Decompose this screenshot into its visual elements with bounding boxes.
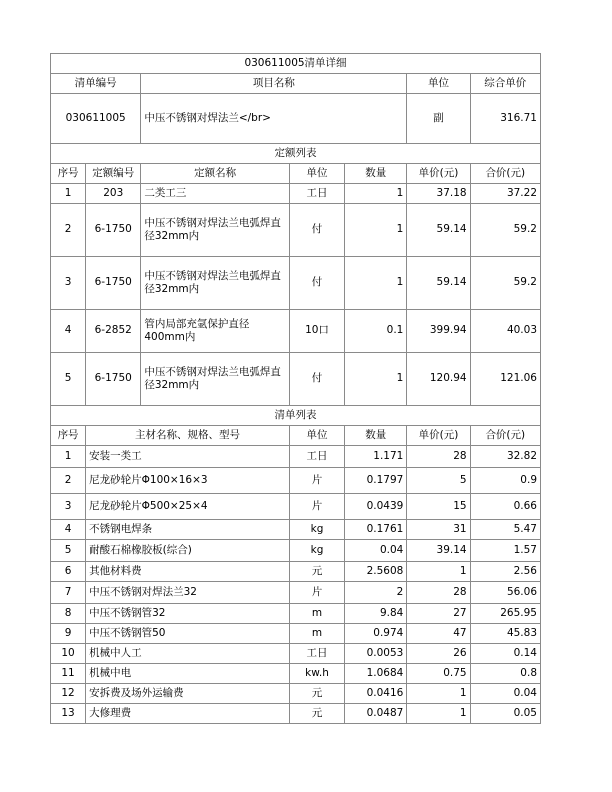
quota-row [51, 310, 541, 353]
material-row-qty: 0.1761 [345, 520, 407, 540]
quota-row [51, 257, 541, 310]
material-row-price: 15 [407, 494, 470, 520]
quota-row-unit: 工日 [289, 184, 344, 204]
material-row-total: 5.47 [470, 520, 540, 540]
material-row-unit: 片 [289, 582, 344, 604]
quota-col-header: 序号 [51, 164, 86, 184]
material-row-name: 其他材料费 [86, 562, 290, 582]
quota-row-name: 二类工三 [141, 184, 290, 204]
item-name-value: 中压不锈钢对焊法兰</br> [141, 94, 407, 144]
quota-row-name: 中压不锈钢对焊法兰电弧焊直径32mm内 [141, 204, 290, 257]
quota-row-qty: 1 [345, 353, 407, 406]
unit-price-value: 316.71 [470, 94, 540, 144]
material-row-total: 0.14 [470, 644, 540, 664]
material-row-no: 2 [51, 468, 86, 494]
material-row-name: 安拆费及场外运输费 [86, 684, 290, 704]
quota-row-total: 40.03 [470, 310, 540, 353]
bill-code-value: 030611005 [51, 94, 141, 144]
material-row-total: 32.82 [470, 446, 540, 468]
quota-row-code: 6-1750 [86, 204, 141, 257]
material-row-unit: kg [289, 540, 344, 562]
material-row-price: 5 [407, 468, 470, 494]
quota-row-code: 6-1750 [86, 257, 141, 310]
material-row-name: 中压不锈钢管32 [86, 604, 290, 624]
material-row-no: 6 [51, 562, 86, 582]
material-row [51, 582, 541, 604]
material-row-name: 安装一类工 [86, 446, 290, 468]
materials-section-title: 清单列表 [51, 406, 541, 426]
quota-row-unit: 10口 [289, 310, 344, 353]
material-row-qty: 0.0053 [345, 644, 407, 664]
material-row-no: 1 [51, 446, 86, 468]
bill-code-label: 清单编号 [51, 74, 141, 94]
quota-row-total: 37.22 [470, 184, 540, 204]
materials-col-header: 合价(元) [470, 426, 540, 446]
material-row-name: 尼龙砂轮片Φ100×16×3 [86, 468, 290, 494]
quota-row-code: 203 [86, 184, 141, 204]
quota-row-name: 中压不锈钢对焊法兰电弧焊直径32mm内 [141, 257, 290, 310]
quota-col-header: 数量 [345, 164, 407, 184]
material-row-price: 1 [407, 704, 470, 724]
quota-row-price: 120.94 [407, 353, 470, 406]
materials-col-header: 单位 [289, 426, 344, 446]
material-row-no: 4 [51, 520, 86, 540]
materials-col-header: 单价(元) [407, 426, 470, 446]
material-row-name: 大修理费 [86, 704, 290, 724]
quota-row-code: 6-2852 [86, 310, 141, 353]
material-row-name: 耐酸石棉橡胶板(综合) [86, 540, 290, 562]
quota-row-qty: 1 [345, 184, 407, 204]
material-row-no: 10 [51, 644, 86, 664]
material-row-price: 0.75 [407, 664, 470, 684]
material-row-qty: 2.5608 [345, 562, 407, 582]
material-row [51, 540, 541, 562]
material-row-no: 5 [51, 540, 86, 562]
material-row-no: 9 [51, 624, 86, 644]
material-row-qty: 9.84 [345, 604, 407, 624]
material-row-total: 45.83 [470, 624, 540, 644]
material-row-unit: 片 [289, 468, 344, 494]
quota-row-total: 121.06 [470, 353, 540, 406]
material-row-unit: 片 [289, 494, 344, 520]
material-row [51, 494, 541, 520]
material-row-qty: 0.04 [345, 540, 407, 562]
material-row-unit: kw.h [289, 664, 344, 684]
materials-col-header: 主材名称、规格、型号 [86, 426, 290, 446]
material-row [51, 684, 541, 704]
material-row-qty: 0.974 [345, 624, 407, 644]
quota-row-no: 1 [51, 184, 86, 204]
quota-row-name: 管内局部充氩保护直径400mm内 [141, 310, 290, 353]
material-row-name: 机械中人工 [86, 644, 290, 664]
material-row [51, 446, 541, 468]
material-row [51, 604, 541, 624]
quota-row-total: 59.2 [470, 204, 540, 257]
material-row-qty: 1.0684 [345, 664, 407, 684]
quota-row-price: 399.94 [407, 310, 470, 353]
material-row-price: 31 [407, 520, 470, 540]
quota-row-qty: 0.1 [345, 310, 407, 353]
material-row-total: 56.06 [470, 582, 540, 604]
material-row-name: 尼龙砂轮片Φ500×25×4 [86, 494, 290, 520]
quota-row-price: 59.14 [407, 257, 470, 310]
material-row [51, 664, 541, 684]
material-row-price: 26 [407, 644, 470, 664]
material-row-price: 47 [407, 624, 470, 644]
quota-col-header: 合价(元) [470, 164, 540, 184]
material-row-price: 1 [407, 562, 470, 582]
quota-col-header: 单价(元) [407, 164, 470, 184]
material-row [51, 624, 541, 644]
quota-col-header: 定额名称 [141, 164, 290, 184]
material-row-total: 0.66 [470, 494, 540, 520]
material-row-price: 1 [407, 684, 470, 704]
material-row-unit: kg [289, 520, 344, 540]
material-row-qty: 0.1797 [345, 468, 407, 494]
material-row-no: 7 [51, 582, 86, 604]
material-row-total: 1.57 [470, 540, 540, 562]
material-row-no: 3 [51, 494, 86, 520]
quota-row-no: 4 [51, 310, 86, 353]
material-row-total: 0.04 [470, 684, 540, 704]
material-row [51, 644, 541, 664]
material-row [51, 562, 541, 582]
quota-row-no: 3 [51, 257, 86, 310]
material-row-qty: 0.0439 [345, 494, 407, 520]
quota-section-title: 定额列表 [51, 144, 541, 164]
material-row-unit: m [289, 604, 344, 624]
material-row-unit: 工日 [289, 644, 344, 664]
material-row-price: 28 [407, 582, 470, 604]
quota-row-unit: 付 [289, 204, 344, 257]
material-row-name: 中压不锈钢管50 [86, 624, 290, 644]
material-row-price: 39.14 [407, 540, 470, 562]
material-row-name: 中压不锈钢对焊法兰32 [86, 582, 290, 604]
material-row-total: 0.8 [470, 664, 540, 684]
unit-label: 单位 [407, 74, 470, 94]
material-row-unit: 元 [289, 562, 344, 582]
quota-row-no: 2 [51, 204, 86, 257]
quota-row-no: 5 [51, 353, 86, 406]
quota-row-price: 59.14 [407, 204, 470, 257]
material-row-no: 13 [51, 704, 86, 724]
material-row-unit: m [289, 624, 344, 644]
quota-row-unit: 付 [289, 353, 344, 406]
quota-row-unit: 付 [289, 257, 344, 310]
material-row-unit: 工日 [289, 446, 344, 468]
page-title: 030611005清单详细 [51, 54, 541, 74]
material-row-no: 12 [51, 684, 86, 704]
quota-row-code: 6-1750 [86, 353, 141, 406]
quota-row-qty: 1 [345, 204, 407, 257]
material-row-total: 2.56 [470, 562, 540, 582]
material-row-name: 机械中电 [86, 664, 290, 684]
unit-value: 副 [407, 94, 470, 144]
item-name-label: 项目名称 [141, 74, 407, 94]
material-row-no: 11 [51, 664, 86, 684]
quota-col-header: 单位 [289, 164, 344, 184]
material-row-qty: 1.171 [345, 446, 407, 468]
bill-detail-table [50, 53, 541, 724]
material-row-name: 不锈钢电焊条 [86, 520, 290, 540]
material-row-qty: 0.0416 [345, 684, 407, 704]
material-row-total: 0.05 [470, 704, 540, 724]
material-row-total: 265.95 [470, 604, 540, 624]
quota-col-header: 定额编号 [86, 164, 141, 184]
material-row-unit: 元 [289, 704, 344, 724]
materials-col-header: 序号 [51, 426, 86, 446]
quota-row [51, 184, 541, 204]
material-row [51, 468, 541, 494]
material-row-qty: 0.0487 [345, 704, 407, 724]
quota-row-total: 59.2 [470, 257, 540, 310]
material-row-no: 8 [51, 604, 86, 624]
quota-row-price: 37.18 [407, 184, 470, 204]
quota-row [51, 353, 541, 406]
quota-header-row [51, 164, 541, 184]
material-row-unit: 元 [289, 684, 344, 704]
material-row [51, 704, 541, 724]
material-row [51, 520, 541, 540]
unit-price-label: 综合单价 [470, 74, 540, 94]
quota-row [51, 204, 541, 257]
material-row-price: 28 [407, 446, 470, 468]
materials-col-header: 数量 [345, 426, 407, 446]
material-row-total: 0.9 [470, 468, 540, 494]
material-row-price: 27 [407, 604, 470, 624]
materials-header-row [51, 426, 541, 446]
quota-row-name: 中压不锈钢对焊法兰电弧焊直径32mm内 [141, 353, 290, 406]
quota-row-qty: 1 [345, 257, 407, 310]
material-row-qty: 2 [345, 582, 407, 604]
